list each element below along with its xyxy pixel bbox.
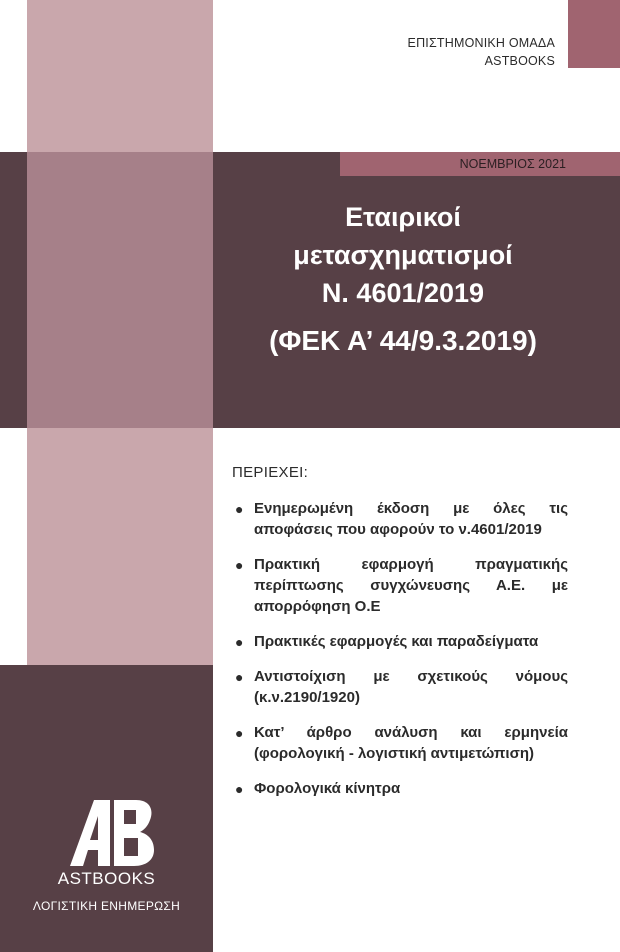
bullet-icon: ● — [235, 557, 244, 573]
white-margin-block — [0, 0, 27, 152]
astbooks-ab-logo-icon — [66, 798, 156, 868]
list-item — [232, 722, 568, 764]
mauve-column-overlap — [27, 152, 213, 428]
list-item-text: Κατ’ άρθρο ανάλυση και ερμηνεία (φορολογική - λογιστική αντιμετώπιση) — [254, 724, 568, 762]
contents-list — [232, 498, 568, 799]
pink-column-middle — [27, 450, 213, 665]
list-item-text: Πρακτικές εφαρμογές και παραδείγματα — [254, 633, 539, 650]
book-title — [213, 198, 593, 362]
title-line-4: (ΦΕΚ Α’ 44/9.3.2019) — [269, 325, 537, 356]
list-item — [232, 498, 568, 540]
logo-letter-b — [114, 800, 154, 866]
logo-letter-a — [70, 800, 110, 866]
contents-heading: ΠΕΡΙΕΧΕΙ: — [232, 464, 309, 481]
publisher-name: ASTBOOKS — [57, 869, 156, 888]
publication-date: ΝΟΕΜΒΡΙΟΣ 2021 — [459, 157, 566, 171]
list-item-text: Ενημερωμένη έκδοση με όλες τις αποφάσεις που αφορούν το ν.4601/2019 — [254, 500, 568, 538]
bullet-icon: ● — [235, 501, 244, 517]
title-line-2: μετασχηματισμοί — [293, 240, 513, 270]
bullet-icon: ● — [235, 669, 244, 685]
logo-b-counter-top — [124, 810, 136, 824]
list-item-text: Πρακτική εφαρμογή πραγματικής περίπτωσης συγχώνευσης Α.Ε. με απορρόφηση Ο.Ε — [254, 556, 568, 615]
list-item — [232, 778, 568, 799]
author-line-2: ASTBOOKS — [484, 54, 555, 68]
list-item-text: Φορολογικά κίνητρα — [254, 780, 401, 797]
author-line-1: ΕΠΙΣΤΗΜΟΝΙΚΗ ΟΜΑΔΑ — [407, 36, 555, 50]
logo-b-counter-bottom — [124, 838, 138, 856]
list-item — [232, 666, 568, 708]
title-line-1: Εταιρικοί — [345, 202, 461, 232]
series-name: ΛΟΓΙΣΤΙΚΗ ΕΝΗΜΕΡΩΣΗ — [32, 899, 181, 913]
list-item — [232, 554, 568, 617]
title-line-3: Ν. 4601/2019 — [321, 278, 485, 308]
accent-corner-square — [568, 0, 620, 68]
list-item — [232, 631, 568, 652]
list-item-text: Αντιστοίχιση με σχετικούς νόμους (κ.ν.2190/1920) — [254, 668, 568, 706]
bullet-icon: ● — [235, 725, 244, 741]
bullet-icon: ● — [235, 634, 244, 650]
contents-section — [232, 462, 568, 813]
author-credit — [408, 34, 555, 70]
bullet-icon: ● — [235, 781, 244, 797]
